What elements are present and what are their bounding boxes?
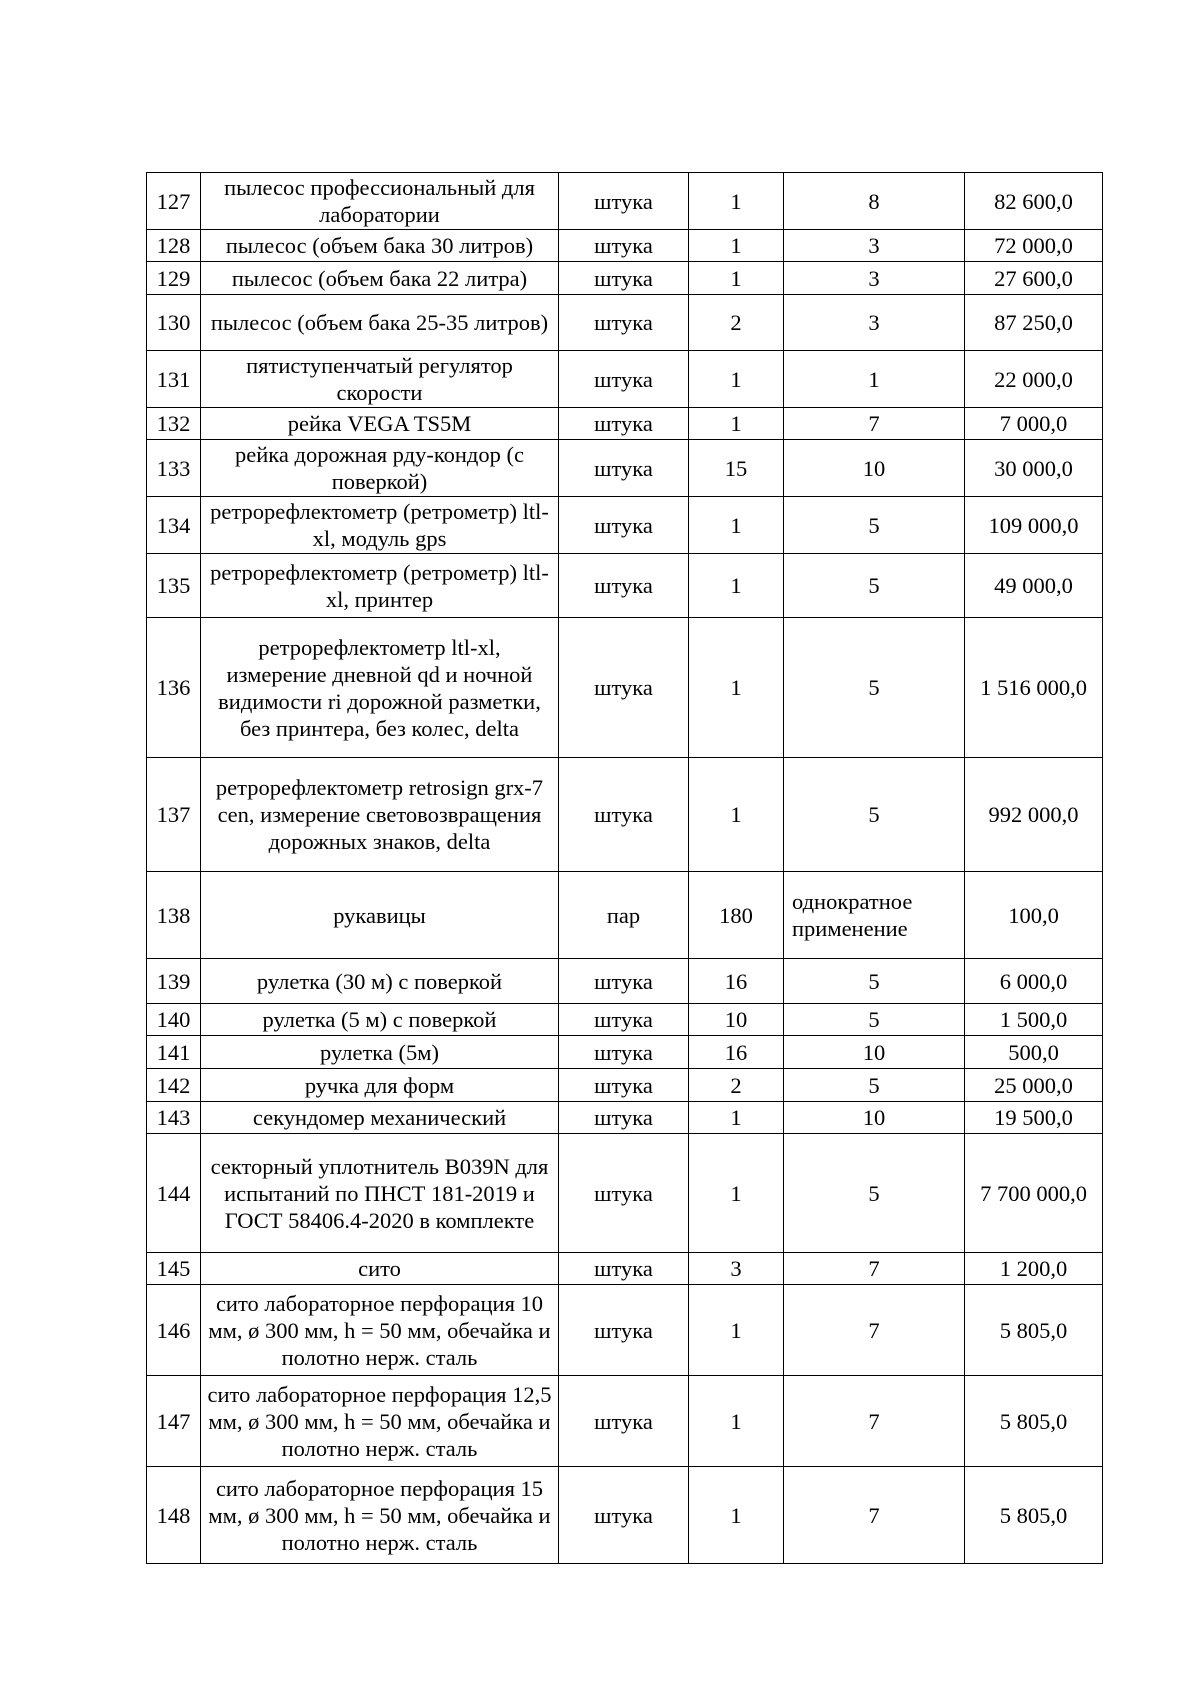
quantity-cell: 1 <box>689 554 784 618</box>
service-life-cell: 5 <box>784 618 965 758</box>
quantity-cell: 2 <box>689 295 784 351</box>
item-name-cell: сито <box>201 1253 559 1285</box>
table-row <box>147 230 1103 262</box>
unit-price-cell: 27 600,0 <box>965 262 1103 295</box>
quantity-cell: 16 <box>689 959 784 1004</box>
quantity-cell: 1 <box>689 1102 784 1134</box>
quantity-cell: 2 <box>689 1069 784 1102</box>
unit-of-measure-cell: штука <box>559 295 689 351</box>
row-number-cell: 145 <box>147 1253 201 1285</box>
row-number-cell: 137 <box>147 758 201 872</box>
service-life-cell: 7 <box>784 408 965 440</box>
row-number-cell: 144 <box>147 1134 201 1253</box>
table-row <box>147 1102 1103 1134</box>
unit-price-cell: 7 000,0 <box>965 408 1103 440</box>
service-life-cell: 7 <box>784 1253 965 1285</box>
unit-price-cell: 1 200,0 <box>965 1253 1103 1285</box>
quantity-cell: 1 <box>689 1285 784 1376</box>
item-name-cell: рейка VEGA TS5M <box>201 408 559 440</box>
table-row <box>147 295 1103 351</box>
row-number-cell: 141 <box>147 1036 201 1069</box>
item-name-cell: пылесос (объем бака 25-35 литров) <box>201 295 559 351</box>
table-row <box>147 1467 1103 1564</box>
row-number-cell: 129 <box>147 262 201 295</box>
unit-of-measure-cell: штука <box>559 351 689 408</box>
unit-of-measure-cell: штука <box>559 1036 689 1069</box>
quantity-cell: 1 <box>689 1134 784 1253</box>
service-life-cell: 1 <box>784 351 965 408</box>
row-number-cell: 148 <box>147 1467 201 1564</box>
item-name-cell: пылесос (объем бака 22 литра) <box>201 262 559 295</box>
service-life-cell: 5 <box>784 959 965 1004</box>
table-row <box>147 618 1103 758</box>
quantity-cell: 1 <box>689 262 784 295</box>
service-life-cell: 5 <box>784 1004 965 1036</box>
unit-price-cell: 100,0 <box>965 872 1103 959</box>
quantity-cell: 1 <box>689 497 784 554</box>
row-number-cell: 143 <box>147 1102 201 1134</box>
service-life-cell: 10 <box>784 1102 965 1134</box>
unit-of-measure-cell: штука <box>559 408 689 440</box>
quantity-cell: 1 <box>689 351 784 408</box>
item-name-cell: рулетка (30 м) с поверкой <box>201 959 559 1004</box>
item-name-cell: пятиступенчатый регулятор скорости <box>201 351 559 408</box>
unit-of-measure-cell: штука <box>559 230 689 262</box>
row-number-cell: 133 <box>147 440 201 497</box>
item-name-cell: ретрорефлектометр retrosign grx-7 cen, измерение световозвращения дорожных знаков, delta <box>201 758 559 872</box>
table-row <box>147 758 1103 872</box>
table-row <box>147 408 1103 440</box>
unit-of-measure-cell: штука <box>559 1004 689 1036</box>
item-name-cell: секундомер механический <box>201 1102 559 1134</box>
table-row <box>147 1285 1103 1376</box>
table-row <box>147 1036 1103 1069</box>
quantity-cell: 1 <box>689 173 784 230</box>
unit-of-measure-cell: штука <box>559 497 689 554</box>
unit-price-cell: 5 805,0 <box>965 1467 1103 1564</box>
row-number-cell: 146 <box>147 1285 201 1376</box>
item-name-cell: рулетка (5м) <box>201 1036 559 1069</box>
unit-of-measure-cell: штука <box>559 1376 689 1467</box>
service-life-cell: 5 <box>784 1069 965 1102</box>
unit-price-cell: 30 000,0 <box>965 440 1103 497</box>
equipment-table <box>146 172 1103 1564</box>
unit-of-measure-cell: штука <box>559 1134 689 1253</box>
service-life-cell: 8 <box>784 173 965 230</box>
unit-price-cell: 25 000,0 <box>965 1069 1103 1102</box>
unit-price-cell: 5 805,0 <box>965 1376 1103 1467</box>
unit-of-measure-cell: штука <box>559 1102 689 1134</box>
table-row <box>147 1069 1103 1102</box>
item-name-cell: ретрорефлектометр (ретрометр) ltl-xl, модуль gps <box>201 497 559 554</box>
service-life-cell: 5 <box>784 554 965 618</box>
unit-of-measure-cell: штука <box>559 959 689 1004</box>
row-number-cell: 134 <box>147 497 201 554</box>
service-life-cell: 3 <box>784 230 965 262</box>
table-row <box>147 554 1103 618</box>
unit-of-measure-cell: штука <box>559 1069 689 1102</box>
service-life-cell: 7 <box>784 1376 965 1467</box>
unit-of-measure-cell: штука <box>559 758 689 872</box>
unit-of-measure-cell: штука <box>559 173 689 230</box>
service-life-cell: 10 <box>784 1036 965 1069</box>
item-name-cell: сито лабораторное перфорация 15 мм, ø 300 мм, h = 50 мм, обечайка и полотно нерж. сталь <box>201 1467 559 1564</box>
quantity-cell: 15 <box>689 440 784 497</box>
quantity-cell: 1 <box>689 230 784 262</box>
service-life-cell: 3 <box>784 295 965 351</box>
quantity-cell: 16 <box>689 1036 784 1069</box>
unit-of-measure-cell: штука <box>559 440 689 497</box>
row-number-cell: 140 <box>147 1004 201 1036</box>
unit-of-measure-cell: штука <box>559 1467 689 1564</box>
unit-price-cell: 5 805,0 <box>965 1285 1103 1376</box>
item-name-cell: рукавицы <box>201 872 559 959</box>
unit-price-cell: 1 500,0 <box>965 1004 1103 1036</box>
item-name-cell: сито лабораторное перфорация 12,5 мм, ø 300 мм, h = 50 мм, обечайка и полотно нерж. сталь <box>201 1376 559 1467</box>
service-life-cell: 5 <box>784 497 965 554</box>
row-number-cell: 147 <box>147 1376 201 1467</box>
item-name-cell: пылесос (объем бака 30 литров) <box>201 230 559 262</box>
unit-price-cell: 49 000,0 <box>965 554 1103 618</box>
row-number-cell: 135 <box>147 554 201 618</box>
row-number-cell: 128 <box>147 230 201 262</box>
unit-price-cell: 22 000,0 <box>965 351 1103 408</box>
table-row <box>147 1376 1103 1467</box>
unit-price-cell: 82 600,0 <box>965 173 1103 230</box>
table-row <box>147 872 1103 959</box>
item-name-cell: ручка для форм <box>201 1069 559 1102</box>
table-row <box>147 1253 1103 1285</box>
equipment-table-body <box>147 173 1103 1564</box>
service-life-cell: 5 <box>784 758 965 872</box>
table-row <box>147 1004 1103 1036</box>
unit-of-measure-cell: штука <box>559 618 689 758</box>
unit-price-cell: 72 000,0 <box>965 230 1103 262</box>
item-name-cell: секторный уплотнитель B039N для испытаний по ПНСТ 181-2019 и ГОСТ 58406.4-2020 в комплекте <box>201 1134 559 1253</box>
item-name-cell: ретрорефлектометр ltl-xl, измерение дневной qd и ночной видимости ri дорожной разметки, без принтера, без колес, delta <box>201 618 559 758</box>
service-life-cell: 3 <box>784 262 965 295</box>
row-number-cell: 138 <box>147 872 201 959</box>
table-row <box>147 497 1103 554</box>
unit-price-cell: 500,0 <box>965 1036 1103 1069</box>
row-number-cell: 131 <box>147 351 201 408</box>
quantity-cell: 1 <box>689 408 784 440</box>
item-name-cell: пылесос профессиональный для лаборатории <box>201 173 559 230</box>
quantity-cell: 180 <box>689 872 784 959</box>
row-number-cell: 136 <box>147 618 201 758</box>
unit-of-measure-cell: штука <box>559 554 689 618</box>
unit-price-cell: 19 500,0 <box>965 1102 1103 1134</box>
unit-price-cell: 6 000,0 <box>965 959 1103 1004</box>
table-row <box>147 440 1103 497</box>
table-row <box>147 262 1103 295</box>
unit-price-cell: 87 250,0 <box>965 295 1103 351</box>
row-number-cell: 142 <box>147 1069 201 1102</box>
unit-price-cell: 7 700 000,0 <box>965 1134 1103 1253</box>
unit-of-measure-cell: пар <box>559 872 689 959</box>
row-number-cell: 127 <box>147 173 201 230</box>
quantity-cell: 1 <box>689 758 784 872</box>
table-row <box>147 351 1103 408</box>
unit-price-cell: 109 000,0 <box>965 497 1103 554</box>
item-name-cell: сито лабораторное перфорация 10 мм, ø 300 мм, h = 50 мм, обечайка и полотно нерж. сталь <box>201 1285 559 1376</box>
unit-of-measure-cell: штука <box>559 262 689 295</box>
unit-of-measure-cell: штука <box>559 1285 689 1376</box>
quantity-cell: 1 <box>689 1467 784 1564</box>
table-row <box>147 173 1103 230</box>
item-name-cell: ретрорефлектометр (ретрометр) ltl-xl, принтер <box>201 554 559 618</box>
service-life-cell: 10 <box>784 440 965 497</box>
unit-price-cell: 1 516 000,0 <box>965 618 1103 758</box>
service-life-cell: 7 <box>784 1285 965 1376</box>
item-name-cell: рулетка (5 м) с поверкой <box>201 1004 559 1036</box>
table-row <box>147 959 1103 1004</box>
quantity-cell: 10 <box>689 1004 784 1036</box>
item-name-cell: рейка дорожная рду-кондор (с поверкой) <box>201 440 559 497</box>
row-number-cell: 132 <box>147 408 201 440</box>
service-life-cell: 5 <box>784 1134 965 1253</box>
row-number-cell: 130 <box>147 295 201 351</box>
quantity-cell: 1 <box>689 1376 784 1467</box>
quantity-cell: 3 <box>689 1253 784 1285</box>
row-number-cell: 139 <box>147 959 201 1004</box>
service-life-cell: 7 <box>784 1467 965 1564</box>
service-life-cell: однократное применение <box>784 872 965 959</box>
unit-price-cell: 992 000,0 <box>965 758 1103 872</box>
table-row <box>147 1134 1103 1253</box>
quantity-cell: 1 <box>689 618 784 758</box>
unit-of-measure-cell: штука <box>559 1253 689 1285</box>
